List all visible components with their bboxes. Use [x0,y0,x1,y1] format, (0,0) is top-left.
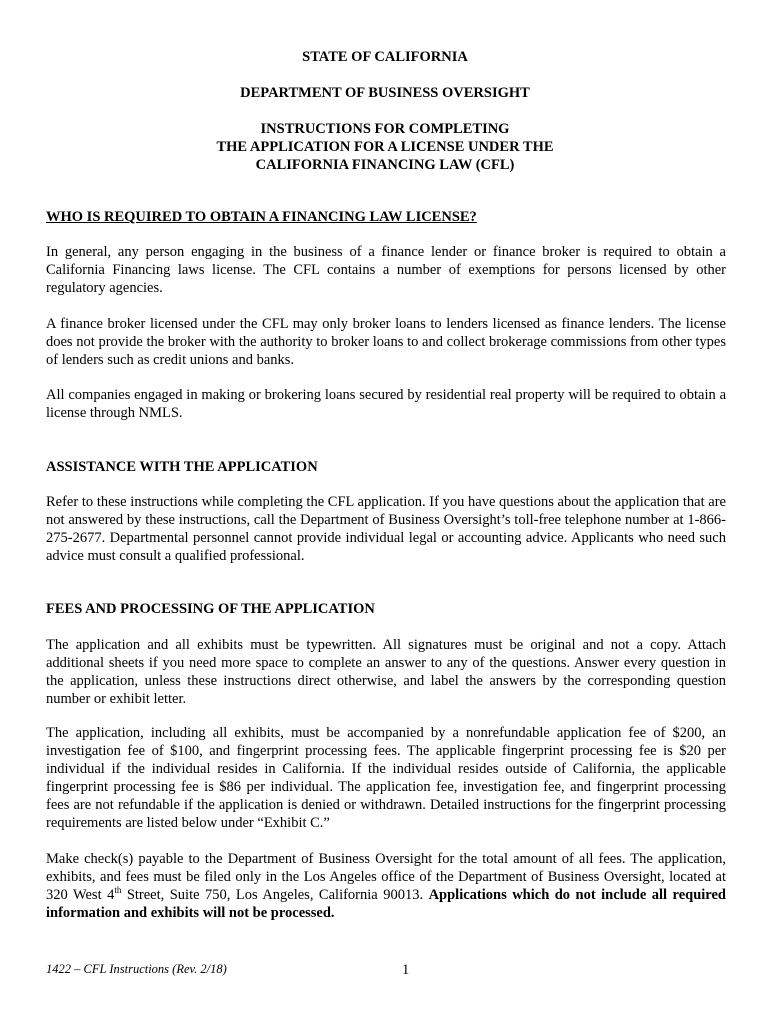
state-heading: STATE OF CALIFORNIA [302,49,468,65]
fees-paragraph-2: The application, including all exhibits, must be accompanied by a nonrefundable application fee of $200, an investigation fee of $100, and fingerprint processing fees. The applicable fingerprint processing fee is $20 per individual if the individual resides in California. If the individual resides outside of California, the applicable fingerprint processing fee is $86 per individual. The application fee, investigation fee, and fingerprint processing fees are not refundable if the application is denied or withdrawn. Detailed instructions for the fingerprint processing requirements are listed below under “Exhibit C.” [46,725,726,831]
who-required-paragraph-2: A finance broker licensed under the CFL may only broker loans to lenders licensed as finance lenders. The license does not provide the broker with the authority to broker loans to and collect brokerage commissions from other types of lenders such as credit unions and banks. [46,316,726,368]
who-required-paragraph-3: All companies engaged in making or brokering loans secured by residential real property will be required to obtain a license through NMLS. [46,387,726,421]
assistance-paragraph: Refer to these instructions while completing the CFL application. If you have questions about the application that are not answered by these instructions, call the Department of Business Oversight’s toll-free telephone number at 1-866-275-2677. Departmental personnel cannot provide individual legal or accounting advice. Applicants who need such advice must consult a qualified professional. [46,494,726,564]
fees-paragraph-3-text-a: Make check(s) payable to the Department of Business Oversight for the total amount of all fees. The application, exhibits, and fees must be filed only in the Los Angeles office of the Department of Business Oversight, located at 320 West 4 [46,851,726,903]
superscript-th: th [114,885,122,896]
assistance-heading: ASSISTANCE WITH THE APPLICATION [46,459,318,475]
fees-paragraph-3-text-b: Street, Suite 750, Los Angeles, California 90013. [121,887,429,903]
title-line-1: INSTRUCTIONS FOR COMPLETING [260,121,510,137]
fees-paragraph-1: The application and all exhibits must be typewritten. All signatures must be original and not a copy. Attach additional sheets if you need more space to complete an answer to any of the questions. Answer every question in the application, unless these instructions direct otherwise, and label the answers by the corresponding question number or exhibit letter. [46,637,726,707]
title-line-2: THE APPLICATION FOR A LICENSE UNDER THE [216,139,554,155]
footer-form-id: 1422 – CFL Instructions (Rev. 2/18) [46,962,227,976]
footer-page-number: 1 [402,962,410,978]
who-required-paragraph-1: In general, any person engaging in the business of a finance lender or finance broker is required to obtain a California Financing laws license. The CFL contains a number of exemptions for persons licensed by other regulatory agencies. [46,244,726,296]
department-heading: DEPARTMENT OF BUSINESS OVERSIGHT [240,85,530,101]
fees-paragraph-3 [46,850,726,922]
title-line-3: CALIFORNIA FINANCING LAW (CFL) [255,157,515,173]
fees-paragraph-3-bold-notice: Applications which do not include all required information and exhibits will not be processed. [46,887,726,921]
fees-heading: FEES AND PROCESSING OF THE APPLICATION [46,601,375,617]
who-required-heading: WHO IS REQUIRED TO OBTAIN A FINANCING LAW LICENSE? [46,209,477,225]
